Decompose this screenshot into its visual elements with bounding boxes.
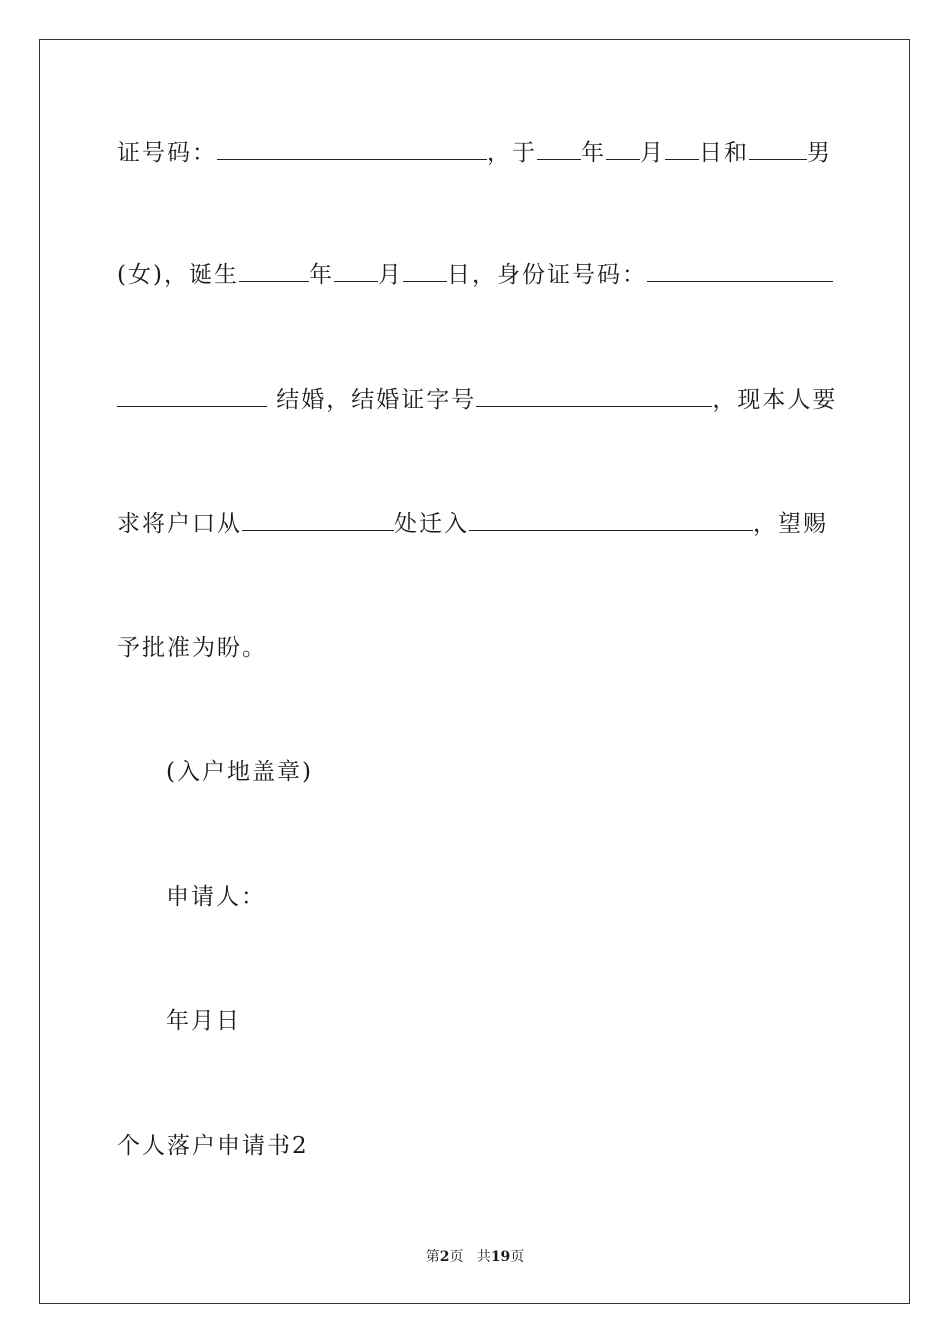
text-move-from: 求将户口从 xyxy=(117,511,242,537)
text-move-to: 处迁入 xyxy=(394,511,469,537)
blank-id-number-2 xyxy=(647,259,833,282)
blank-id-number-cont xyxy=(117,384,267,407)
blank-year xyxy=(537,137,581,160)
blank-name xyxy=(749,137,807,160)
text-now-request: ，现本人要 xyxy=(712,387,838,413)
paragraph-line-2 xyxy=(117,259,835,290)
text-month: 月 xyxy=(640,140,665,166)
total-suffix: 页 xyxy=(510,1249,525,1265)
blank-birth-day xyxy=(403,259,447,282)
total-prefix: 共 xyxy=(476,1249,491,1265)
text-year: 年 xyxy=(581,140,606,166)
applicant-label: 申请人： xyxy=(166,884,266,910)
next-section-title: 个人落户申请书2 xyxy=(117,1133,309,1159)
text-on: ，于 xyxy=(487,140,537,166)
text-id-number-label: 证号码： xyxy=(117,140,217,166)
blank-day xyxy=(665,137,699,160)
date-label: 年月日 xyxy=(166,1008,241,1034)
page-border xyxy=(39,39,910,1304)
blank-birth-month xyxy=(334,259,378,282)
text-day-id-label: 日，身份证号码： xyxy=(446,262,647,288)
blank-from-place xyxy=(242,508,394,531)
seal-note: (入户地盖章) xyxy=(166,759,313,785)
text-marriage-cert: 结婚，结婚证字号 xyxy=(267,387,477,413)
text-day-and: 日和 xyxy=(699,140,749,166)
text-year: 年 xyxy=(308,262,334,288)
paragraph-line-4 xyxy=(117,508,835,539)
blank-marriage-cert xyxy=(476,384,712,407)
text-male: 男 xyxy=(807,140,832,166)
paragraph-line-1 xyxy=(117,137,835,168)
blank-month xyxy=(606,137,640,160)
blank-birth-year xyxy=(239,259,309,282)
blank-id-number xyxy=(217,137,487,160)
text-month: 月 xyxy=(377,262,403,288)
page-number: 2 xyxy=(439,1249,450,1265)
text-female-born: (女)，诞生 xyxy=(117,262,239,288)
page-footer xyxy=(0,1247,950,1267)
text-hope: ，望赐 xyxy=(753,511,828,537)
blank-to-place xyxy=(469,508,753,531)
page-prefix: 第 xyxy=(425,1249,440,1265)
total-pages: 19 xyxy=(490,1249,511,1265)
page-suffix: 页 xyxy=(449,1249,464,1265)
paragraph-line-3 xyxy=(117,384,838,415)
paragraph-line-5: 予批准为盼。 xyxy=(117,635,267,661)
